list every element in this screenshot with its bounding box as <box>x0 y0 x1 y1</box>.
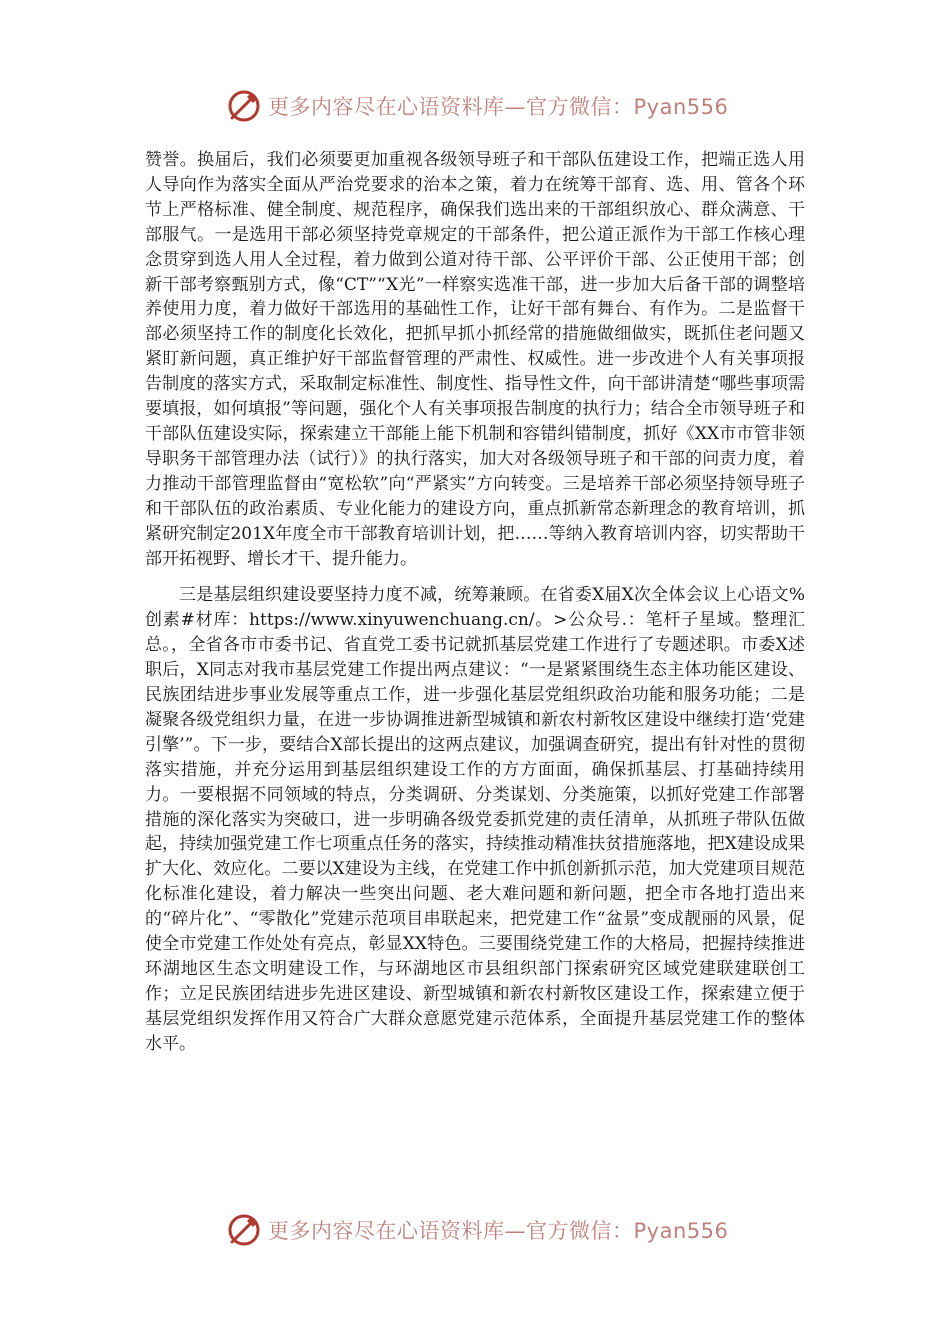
paragraph-1: 赞誉。换届后，我们必须要更加重视各级领导班子和干部队伍建设工作，把端正选人用人导向作为落实全面从严治党要求的治本之策，着力在统筹干部育、选、用、管各个环节上严格标准、健全制度、规范程序，确保我们选出来的干部组织放心、群众满意、干部服气。一是选用干部必须坚持党章规定的干部条件，把公道正派作为干部工作核心理念贯穿到选人用人全过程，着力做到公道对待干部、公平评价干部、公正使用干部；创新干部考察甄别方式，像“CT”“X光”一样察实选准干部，进一步加大后备干部的调整培养使用力度，着力做好干部选用的基础性工作，让好干部有舞台、有作为。二是监督干部必须坚持工作的制度化长效化，把抓早抓小抓经常的措施做细做实，既抓住老问题又紧盯新问题，真正维护好干部监督管理的严肃性、权威性。进一步改进个人有关事项报告制度的落实方式，采取制定标准性、制度性、指导性文件，向干部讲清楚“哪些事项需要填报，如何填报”等问题，强化个人有关事项报告制度的执行力；结合全市领导班子和干部队伍建设实际，探索建立干部能上能下机制和容错纠错制度，抓好《XX市市管非领导职务干部管理办法（试行）》的执行落实，加大对各级领导班子和干部的问责力度，着力推动干部管理监督由“宽松软”向“严紧实”方向转变。三是培养干部必须坚持领导班子和干部队伍的政治素质、专业化能力的建设方向，重点抓新常态新理念的教育培训，抓紧研究制定201X年度全市干部教育培训计划，把……等纳入教育培训内容，切实帮助干部开拓视野、增长才干、提升能力。 <box>145 150 805 569</box>
header-banner-text: 更多内容尽在心语资料库—官方微信：Pyan556 <box>268 95 729 119</box>
pen-seal-logo-icon <box>226 88 262 124</box>
paragraph-2: 三是基层组织建设要坚持力度不减，统筹兼顾。在省委X届X次全体会议上心语文%创素#材库：https://www.xinyuwenchuang.cn/。>公众号.：笔杆子星域。整理汇总。，全省各市市委书记、省直党工委书记就抓基层党建工作进行了专题述职。市委X述职后，X同志对我市基层党建工作提出两点建议：“一是紧紧围绕生态主体功能区建设、民族团结进步事业发展等重点工作，进一步强化基层党组织政治功能和服务功能；二是凝聚各级党组织力量，在进一步协调推进新型城镇和新农村新牧区建设中继续打造‘党建引擎’”。下一步，要结合X部长提出的这两点建议，加强调查研究，提出有针对性的贯彻落实措施，并充分运用到基层组织建设工作的方方面面，确保抓基层、打基础持续用力。一要根据不同领域的特点，分类调研、分类谋划、分类施策，以抓好党建工作部署措施的深化落实为突破口，进一步明确各级党委抓党建的责任清单，从抓班子带队伍做起，持续加强党建工作七项重点任务的落实，持续推动精准扶贫措施落地，把X建设成果扩大化、效应化。二要以X建设为主线，在党建工作中抓创新抓示范，加大党建项目规范化标准化建设，着力解决一些突出问题、老大难问题和新问题，把全市各地打造出来的“碎片化”、“零散化”党建示范项目串联起来，把党建工作“盆景”变成靓丽的风景，促使全市党建工作处处有亮点，彰显XX特色。三要围绕党建工作的大格局，把握持续推进环湖地区生态文明建设工作，与环湖地区市县组织部门探索研究区域党建联建联创工作；立足民族团结进步先进区建设、新型城镇和新农村新牧区建设工作，探索建立便于基层党组织发挥作用又符合广大群众意愿党建示范体系，全面提升基层党建工作的整体水平。 <box>145 585 805 1054</box>
pen-seal-logo-icon <box>226 1212 262 1248</box>
header-banner <box>226 86 746 126</box>
document-body <box>145 148 805 1057</box>
footer-banner <box>226 1210 746 1250</box>
footer-banner-text: 更多内容尽在心语资料库—官方微信：Pyan556 <box>268 1219 729 1243</box>
